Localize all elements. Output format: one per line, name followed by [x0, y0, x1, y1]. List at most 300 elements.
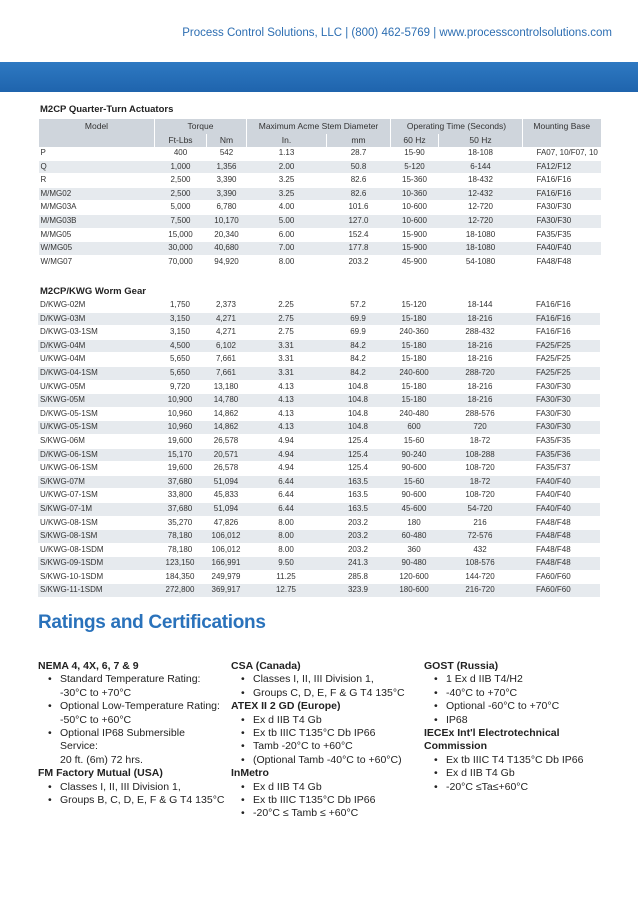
table-cell: 37,680 [154, 502, 206, 516]
list-item: • Classes I, II, III Division 1, [38, 781, 228, 794]
table-cell: 18-72 [469, 435, 491, 445]
list-item: • Ex tb IIIC T135°C Db IP66 [231, 794, 421, 807]
table-cell: 2,500 [170, 175, 191, 185]
table-cell: 432 [473, 544, 487, 554]
table-cell: 10,960 [154, 421, 206, 435]
table-cell: 15-90 [404, 148, 425, 157]
table-cell: 10-600 [402, 202, 427, 212]
table-cell: 9,720 [169, 381, 191, 391]
table-cell: 3.25 [247, 187, 327, 201]
table-cell: 4.94 [278, 463, 294, 473]
col-header-stem-diameter: Maximum Acme Stem Diameter [247, 119, 391, 134]
table-cell: S/KWG-05M [38, 394, 154, 408]
col-header-operating-time: Operating Time (Seconds) [391, 119, 523, 134]
list-item-text: • Optional Low-Temperature Rating: [60, 700, 220, 713]
table-cell: 18-1080 [439, 242, 523, 256]
inmetro-heading: InMetro [231, 767, 269, 780]
table-cell: 15-900 [402, 229, 427, 239]
table-cell: 19,600 [167, 463, 193, 473]
table-cell: 240-360 [399, 327, 429, 337]
blue-banner [0, 62, 638, 92]
list-item: • IP68 [424, 714, 620, 727]
table-cell: 14,862 [213, 408, 239, 418]
table-row [38, 353, 600, 367]
table-cell: FA35/F35 [536, 435, 571, 445]
table-cell: 20,571 [206, 448, 246, 462]
table-cell: 203.2 [347, 544, 369, 554]
csa-list [231, 673, 421, 700]
table-cell: 15-180 [390, 339, 438, 353]
table-cell: 14,780 [206, 394, 246, 408]
list-item: • -20°C ≤Ta≤+60°C [424, 781, 620, 794]
table-cell: 6.44 [246, 502, 326, 516]
table-cell: 8.00 [278, 256, 295, 266]
table-cell: S/KWG-08-1SM [38, 530, 154, 544]
table-cell: M/MG02 [39, 187, 155, 201]
table-cell: 104.8 [347, 408, 369, 418]
table-cell: 47,826 [213, 517, 239, 527]
table-cell: 180 [407, 517, 421, 527]
csa-heading: CSA (Canada) [231, 660, 301, 672]
table-cell: 241.3 [326, 557, 390, 571]
table-cell: 104.8 [347, 381, 369, 391]
table-cell: 19,600 [167, 435, 193, 445]
fm-heading: FM Factory Mutual (USA) [38, 767, 163, 780]
table-cell: 6,780 [216, 202, 237, 212]
table-cell: 108-576 [438, 557, 522, 571]
iecex-list [424, 754, 620, 794]
table-cell: W/MG05 [39, 242, 155, 256]
table-cell: 8.00 [246, 530, 326, 544]
col-header-model: Model [39, 119, 155, 134]
table-cell: 45-600 [390, 502, 438, 516]
table-cell: U/KWG-08-1SDM [40, 544, 104, 554]
table-cell: S/KWG-10-1SDM [40, 571, 104, 581]
table-cell: 125.4 [347, 435, 369, 445]
table-cell: 90-480 [390, 557, 438, 571]
nema-list [38, 673, 228, 767]
table-cell: 4.13 [246, 394, 326, 408]
table-cell: 4.94 [278, 435, 294, 445]
table-row [38, 502, 600, 516]
table-row [38, 530, 600, 544]
table-cell: P [40, 148, 46, 157]
table-cell: 15-60 [403, 435, 425, 445]
table-cell: 45-900 [402, 256, 427, 266]
list-item-text: 20 ft. (6m) 72 hrs. [60, 753, 143, 766]
table-cell: S/KWG-09-1SDM [38, 557, 154, 571]
table-cell: 10-600 [391, 214, 439, 228]
table-cell: 18-216 [438, 339, 522, 353]
table-cell: 2.75 [246, 312, 326, 326]
list-item [38, 727, 228, 767]
table-cell: FA48/F48 [536, 544, 571, 554]
table-cell: 108-720 [465, 463, 495, 473]
table-cell: 4,271 [215, 327, 237, 337]
table-cell: D/KWG-04-1SM [38, 366, 154, 380]
list-item: • Ex tb IIIC T4 T135°C Db IP66 [424, 754, 620, 767]
table-cell: M/MG03A [40, 202, 77, 212]
table-cell: 54-720 [438, 502, 522, 516]
table-cell: 28.7 [350, 148, 367, 157]
table-cell: 6.44 [246, 475, 326, 489]
table-cell: 18-72 [438, 475, 522, 489]
table-cell: 40,680 [207, 242, 247, 256]
subheader-nm: Nm [207, 134, 247, 147]
table-cell: U/KWG-07-1SM [40, 490, 98, 500]
table-cell: FA16/F16 [522, 312, 600, 326]
table-cell: 18-216 [467, 354, 493, 364]
table-cell: 3,390 [207, 187, 247, 201]
table-cell: 5.00 [247, 214, 327, 228]
table-cell: 2,373 [215, 300, 237, 309]
ratings-column-2 [231, 660, 421, 821]
table-cell: 45,833 [213, 490, 239, 500]
table-cell: 127.0 [327, 214, 391, 228]
table-cell: FA30/F30 [522, 394, 600, 408]
table-cell: S/KWG-06M [40, 435, 85, 445]
table-cell: 11.25 [276, 571, 296, 581]
list-item: • Groups C, D, E, F & G T4 135°C [231, 687, 421, 700]
table-cell: 18-144 [467, 300, 493, 309]
table-cell: D/KWG-03M [38, 312, 154, 326]
table-cell: 90-600 [401, 490, 427, 500]
table-cell: 72-576 [438, 530, 522, 544]
table-cell: 203.2 [348, 256, 369, 266]
list-item: • Tamb -20°C to +60°C [231, 740, 421, 753]
table-cell: 2.00 [247, 160, 327, 174]
table-cell: 90-240 [390, 448, 438, 462]
table-cell: U/KWG-05M [40, 381, 86, 391]
table-cell: 323.9 [326, 584, 390, 598]
table-cell: D/KWG-05-1SM [40, 408, 98, 418]
table-cell: 4.00 [278, 202, 295, 212]
table-cell: 12-432 [439, 187, 523, 201]
table-cell: 4.94 [246, 448, 326, 462]
table-cell: 123,150 [154, 557, 206, 571]
atex-heading: ATEX II 2 GD (Europe) [231, 700, 341, 713]
table-cell: 51,094 [206, 502, 246, 516]
table-cell: 360 [407, 544, 421, 554]
table-cell: 7,500 [155, 214, 207, 228]
table-cell: FA40/F40 [522, 502, 600, 516]
table-cell: S/KWG-07M [38, 475, 154, 489]
table-row [38, 407, 600, 421]
table-cell: 18-432 [468, 175, 493, 185]
table-cell: 6-144 [439, 160, 523, 174]
table-row [38, 448, 600, 462]
table-cell: 10-360 [391, 187, 439, 201]
table-cell: U/KWG-08-1SM [40, 517, 98, 527]
table-cell: 12.75 [246, 584, 326, 598]
table-cell: 240-600 [390, 366, 438, 380]
table-row [39, 187, 601, 201]
table-cell: 14,862 [206, 421, 246, 435]
list-item: • Classes I, II, III Division 1, [231, 673, 421, 686]
col-header-torque: Torque [155, 119, 247, 134]
table-cell: 4,500 [154, 339, 206, 353]
table-cell: 26,578 [213, 463, 239, 473]
table-cell: 60-480 [390, 530, 438, 544]
table-cell: 15,000 [168, 229, 193, 239]
subheader [523, 134, 601, 147]
table-cell: 7.00 [247, 242, 327, 256]
table-cell: 18-216 [438, 394, 522, 408]
table-cell: 7,661 [206, 366, 246, 380]
list-item-text: • Optional IP68 Submersible [60, 727, 185, 740]
table-cell: 1.13 [278, 148, 295, 157]
subheader-50hz: 50 Hz [439, 134, 523, 147]
list-item: • (Optional Tamb -40°C to +60°C) [231, 754, 421, 767]
table-row [39, 255, 601, 269]
table-cell: 15-180 [401, 381, 427, 391]
subheader-60hz: 60 Hz [391, 134, 439, 147]
table-cell: 94,920 [214, 256, 239, 266]
table-cell: 6.44 [278, 490, 294, 500]
table-cell: 84.2 [326, 339, 390, 353]
table-cell: FA25/F25 [536, 354, 571, 364]
table-cell: 82.6 [327, 187, 391, 201]
table-cell: 4,271 [206, 312, 246, 326]
table-row [39, 201, 601, 215]
table-cell: 108-288 [438, 448, 522, 462]
table-cell: U/KWG-06-1SM [40, 463, 98, 473]
ratings-title: Ratings and Certifications [38, 612, 266, 633]
table-cell: U/KWG-05-1SM [38, 421, 154, 435]
table-cell: 5-120 [391, 160, 439, 174]
table-cell: FA40/F40 [536, 490, 571, 500]
table-cell: 10,960 [167, 408, 193, 418]
table-cell: 3.31 [246, 339, 326, 353]
table-cell: 15-180 [390, 394, 438, 408]
table-cell: 8.00 [278, 544, 294, 554]
subheader-in: In. [247, 134, 327, 147]
table-cell: FA40/F40 [522, 475, 600, 489]
table-cell: 163.5 [347, 490, 369, 500]
subheader [39, 134, 155, 147]
table-cell: FA40/F40 [523, 242, 601, 256]
table-cell: 3.25 [278, 175, 295, 185]
table-cell: FA16/F16 [536, 175, 572, 185]
table-cell: 177.8 [327, 242, 391, 256]
table-cell: 125.4 [326, 448, 390, 462]
table-cell: 163.5 [326, 475, 390, 489]
table-cell: 180-600 [390, 584, 438, 598]
table-cell: 1,750 [169, 300, 191, 309]
m2cp-rows [39, 147, 601, 269]
fm-list [38, 781, 228, 808]
table-row [39, 147, 601, 160]
table-cell: 84.2 [326, 366, 390, 380]
table-row [38, 543, 600, 557]
table-cell: 106,012 [206, 530, 246, 544]
table-cell: 144-720 [465, 571, 495, 581]
table-cell: 69.9 [326, 312, 390, 326]
table-cell: 106,012 [211, 544, 241, 554]
table-row [38, 557, 600, 571]
table-cell: 2,500 [155, 187, 207, 201]
table-cell: 104.8 [326, 394, 390, 408]
list-item [38, 673, 228, 700]
table-cell: 272,800 [154, 584, 206, 598]
table-cell: 2.25 [278, 300, 294, 309]
table-row [38, 421, 600, 435]
table-cell: 285.8 [347, 571, 369, 581]
table-cell: FA48/F48 [522, 557, 600, 571]
table-cell: 400 [173, 148, 188, 157]
ratings-column-3 [424, 660, 620, 794]
table-cell: 51,094 [206, 475, 246, 489]
list-item: • Ex d IIB T4 Gb [231, 714, 421, 727]
col-header-mounting-base: Mounting Base [523, 119, 601, 134]
table-cell: 9.50 [246, 557, 326, 571]
table-cell: D/KWG-06-1SM [38, 448, 154, 462]
table-cell: 15-60 [390, 475, 438, 489]
kwg-table [38, 299, 600, 598]
table-cell: FA60/F60 [522, 584, 600, 598]
table-cell: FA35/F37 [536, 463, 571, 473]
table-row [39, 228, 601, 242]
table-cell: 12-720 [439, 214, 523, 228]
table-cell: 101.6 [348, 202, 369, 212]
table-cell: 542 [219, 148, 234, 157]
table-cell: FA30/F30 [536, 408, 571, 418]
table-row [38, 462, 600, 476]
table-cell: 203.2 [347, 517, 369, 527]
list-item: • Ex d IIB T4 Gb [231, 781, 421, 794]
list-item: • -20°C ≤ Tamb ≤ +60°C [231, 807, 421, 820]
table-cell: 57.2 [350, 300, 366, 309]
table-cell: 6,102 [206, 339, 246, 353]
table-cell: 20,340 [214, 229, 239, 239]
table-cell: 13,180 [213, 381, 239, 391]
table-cell: FA30/F30 [536, 381, 571, 391]
table-cell: D/KWG-03-1SM [40, 327, 98, 337]
table-cell: 2.75 [278, 327, 294, 337]
table-cell: FA48/F48 [536, 517, 571, 527]
table-cell: FA35/F36 [522, 448, 600, 462]
table-cell: 15-180 [401, 354, 427, 364]
subheader-ftlbs: Ft-Lbs [155, 134, 207, 147]
table-cell: FA25/F25 [522, 339, 600, 353]
table-cell: 18-1080 [465, 229, 496, 239]
table-cell: FA25/F25 [522, 366, 600, 380]
table-cell: 70,000 [168, 256, 193, 266]
table-cell: FA07, 10/F07, 10 [536, 148, 598, 157]
table-cell: 3.31 [246, 366, 326, 380]
table-cell: 108-720 [465, 490, 495, 500]
ratings-column-1 [38, 660, 228, 807]
list-item: • Ex d IIB T4 Gb [424, 767, 620, 780]
table-cell: 15-900 [391, 242, 439, 256]
table-cell: 35,270 [167, 517, 193, 527]
table-row [38, 366, 600, 380]
table-cell: 125.4 [347, 463, 369, 473]
subheader-mm: mm [327, 134, 391, 147]
table-row [38, 516, 600, 530]
table-row [38, 339, 600, 353]
m2cp-table [38, 119, 601, 269]
table-cell: FA16/F16 [523, 187, 601, 201]
table-cell: 3,150 [154, 312, 206, 326]
table-cell: FA48/F48 [522, 530, 600, 544]
table-cell: FA16/F16 [536, 300, 571, 309]
table-row [39, 174, 601, 188]
list-item: • 1 Ex d IIB T4/H2 [424, 673, 620, 686]
table-row [38, 299, 600, 312]
list-item: • Optional -60°C to +70°C [424, 700, 620, 713]
table-cell: 720 [438, 421, 522, 435]
nema-heading: NEMA 4, 4X, 6, 7 & 9 [38, 660, 139, 672]
table-row [38, 380, 600, 394]
table-cell: FA30/F30 [523, 214, 601, 228]
list-item: • Groups B, C, D, E, F & G T4 135°C [38, 794, 228, 807]
table-cell: 82.6 [350, 175, 367, 185]
list-item-text: Service: [60, 740, 98, 753]
table-cell: D/KWG-04M [38, 339, 154, 353]
table-cell: 6.00 [278, 229, 295, 239]
table-cell: 4.13 [278, 408, 294, 418]
table-cell: 203.2 [326, 530, 390, 544]
table-row [38, 434, 600, 448]
table-cell: 3,390 [216, 175, 237, 185]
table-cell: 288-720 [438, 366, 522, 380]
iecex-heading: IECEx Int'l Electrotechnical Commission [424, 727, 560, 753]
table-cell: 18-108 [468, 148, 493, 157]
table-cell: 26,578 [213, 435, 239, 445]
table-cell: 5,650 [169, 354, 191, 364]
table-row [38, 584, 600, 598]
table-cell: 288-432 [465, 327, 495, 337]
table-row [38, 326, 600, 340]
table-row [39, 160, 601, 174]
table-cell: 15-180 [390, 312, 438, 326]
table-row [38, 570, 600, 584]
table-cell: 78,180 [154, 530, 206, 544]
contact-info: Process Control Solutions, LLC | (800) 462-5769 | www.processcontrolsolutions.com [182, 27, 612, 39]
table-cell: FA16/F16 [536, 327, 571, 337]
table-cell: 166,991 [206, 557, 246, 571]
table-cell: M/MG03B [39, 214, 155, 228]
table-cell: 249,979 [211, 571, 241, 581]
table-cell: 18-216 [467, 381, 493, 391]
table-cell: U/KWG-04M [40, 354, 86, 364]
table-row [38, 475, 600, 489]
table-cell: 37,680 [154, 475, 206, 489]
table-cell: 69.9 [350, 327, 366, 337]
table-row [38, 312, 600, 326]
table-cell: 5,650 [154, 366, 206, 380]
table-cell: 1,000 [155, 160, 207, 174]
table-cell: 600 [390, 421, 438, 435]
gost-list [424, 673, 620, 727]
table-cell: 10,900 [154, 394, 206, 408]
table-cell: 33,800 [167, 490, 193, 500]
table-cell: 10,170 [207, 214, 247, 228]
table-cell: 3.31 [278, 354, 294, 364]
table-cell: Q [39, 160, 155, 174]
table-cell: 216 [473, 517, 487, 527]
table-row [38, 394, 600, 408]
table-cell: 4.13 [278, 381, 294, 391]
list-item-text: -30°C to +70°C [60, 686, 132, 699]
table-cell: 216-720 [438, 584, 522, 598]
table-cell: M/MG05 [40, 229, 72, 239]
gost-heading: GOST (Russia) [424, 660, 499, 672]
header-bar [0, 0, 638, 62]
table-cell: 240-480 [399, 408, 429, 418]
table-cell: 18-216 [438, 312, 522, 326]
